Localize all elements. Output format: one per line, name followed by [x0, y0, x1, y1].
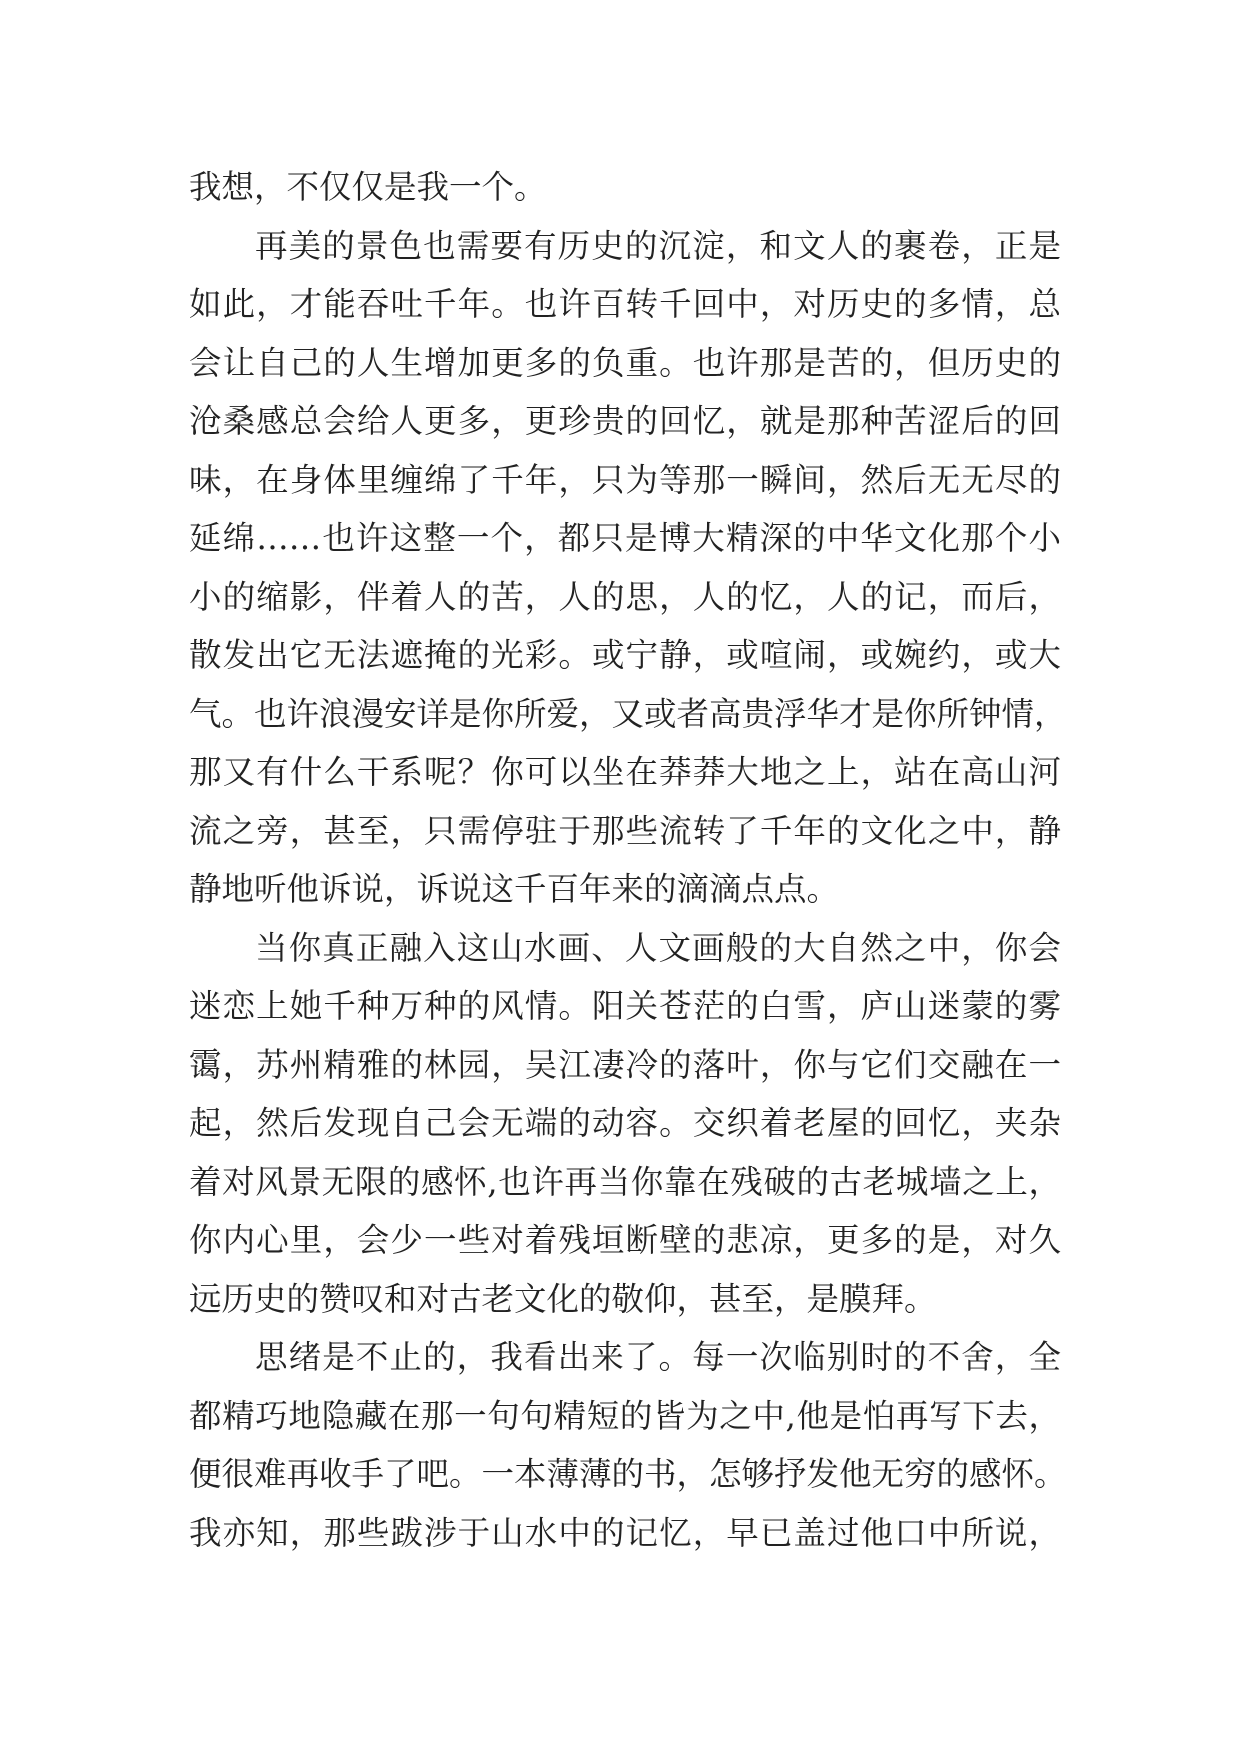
text-line: 那又有什么干系呢？你可以坐在莽莽大地之上，站在高山河 — [189, 753, 1061, 791]
text-line: 起，然后发现自己会无端的动容。交织着老屋的回忆，夹杂 — [189, 1104, 1061, 1142]
text-line: 霭，苏州精雅的林园，吴江凄冷的落叶，你与它们交融在一 — [189, 1045, 1061, 1084]
paragraph-first-line: 再美的景色也需要有历史的沉淀，和文人的裹卷，正是 — [255, 226, 1061, 265]
text-line: 远历史的赞叹和对古老文化的敬仰，甚至，是膜拜。 — [189, 1279, 937, 1318]
paragraph-first-line: 思绪是不止的，我看出来了。每一次临别时的不舍，全 — [255, 1338, 1061, 1376]
text-line: 会让自己的人生增加更多的负重。也许那是苦的，但历史的 — [189, 343, 1061, 382]
text-line: 静地听他诉说，诉说这千百年来的滴滴点点。 — [189, 870, 840, 908]
text-line: 你内心里，会少一些对着残垣断壁的悲凉，更多的是，对久 — [189, 1221, 1061, 1259]
paragraph-first-line: 当你真正融入这山水画、人文画般的大自然之中，你会 — [255, 928, 1061, 967]
text-line: 流之旁，甚至，只需停驻于那些流转了千年的文化之中，静 — [189, 811, 1061, 850]
text-line: 气。也许浪漫安详是你所爱，又或者高贵浮华才是你所钟情， — [189, 694, 1067, 733]
text-line: 我亦知，那些跋涉于山水中的记忆，早已盖过他口中所说， — [189, 1513, 1061, 1552]
text-line: 小的缩影，伴着人的苦，人的思，人的忆，人的记，而后， — [189, 577, 1061, 616]
text-line: 我想，不仅仅是我一个。 — [189, 168, 547, 206]
text-line: 迷恋上她千种万种的风情。阳关苍茫的白雪，庐山迷蒙的雾 — [189, 987, 1061, 1025]
text-line: 便很难再收手了吧。一本薄薄的书，怎够抒发他无穷的感怀。 — [189, 1455, 1067, 1493]
text-line: 着对风景无限的感怀,也许再当你靠在残破的古老城墙之上， — [189, 1162, 1061, 1201]
text-line: 都精巧地隐藏在那一句句精短的皆为之中,他是怕再写下去， — [189, 1396, 1061, 1435]
text-line: 散发出它无法遮掩的光彩。或宁静，或喧闹，或婉约，或大 — [189, 636, 1061, 674]
text-line: 沧桑感总会给人更多，更珍贵的回忆，就是那种苦涩后的回 — [189, 402, 1061, 440]
text-line: 味，在身体里缠绵了千年，只为等那一瞬间，然后无无尽的 — [189, 460, 1061, 499]
body-text — [189, 158, 1067, 1562]
text-line: 延绵……也许这整一个，都只是博大精深的中华文化那个小 — [189, 519, 1061, 557]
text-line: 如此，才能吞吐千年。也许百转千回中，对历史的多情，总 — [189, 285, 1061, 323]
